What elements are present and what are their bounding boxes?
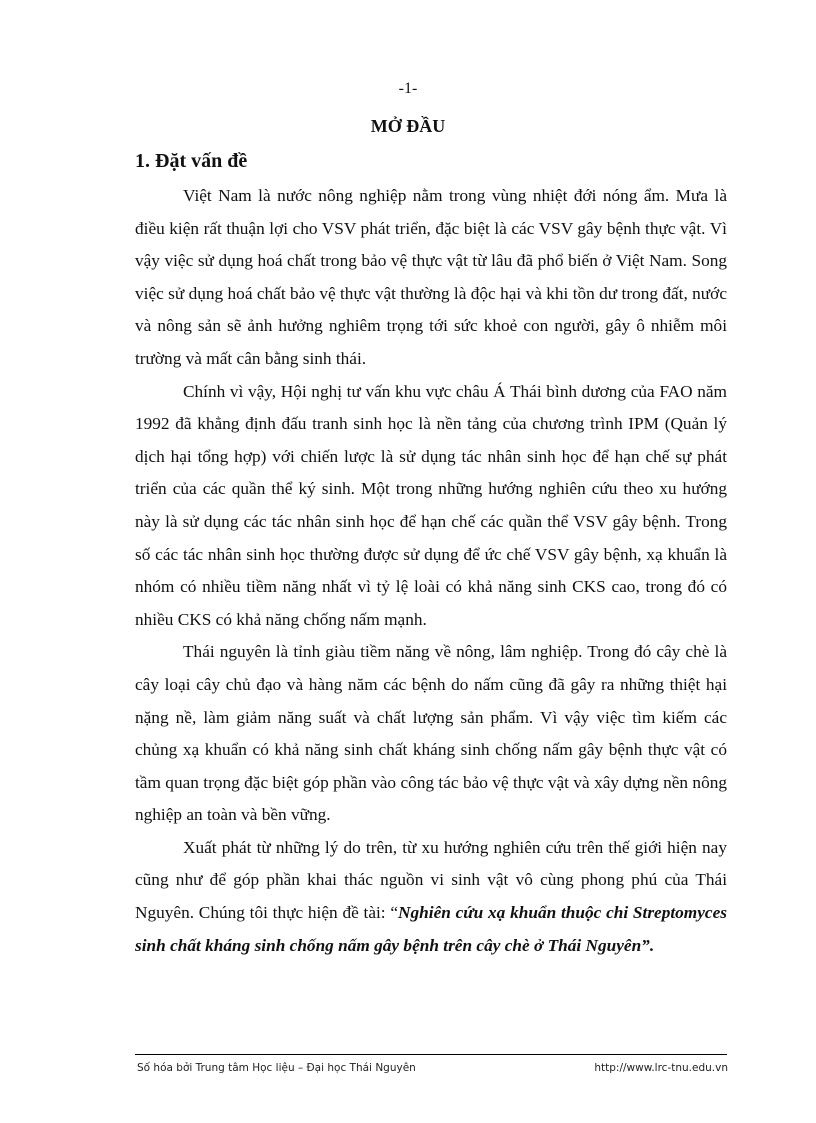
paragraph-2: Chính vì vậy, Hội nghị tư vấn khu vực châu Á Thái bình dương của FAO năm 1992 đã khẳng định đấu tranh sinh học là nền tảng của chương trình IPM (Quản lý dịch hại tổng hợp) với chiến lược là sử dụng tác nhân sinh học để hạn chế sự phát triển của các quần thể ký sinh. Một trong những hướng nghiên cứu theo xu hướng này là sử dụng các tác nhân sinh học để hạn chế các quần thể VSV gây bệnh. Trong số các tác nhân sinh học thường được sử dụng để ức chế VSV gây bệnh, xạ khuẩn là nhóm có nhiều tiềm năng nhất vì tỷ lệ loài có khả năng sinh CKS cao, trong đó có nhiều CKS có khả năng chống nấm mạnh.: [135, 381, 727, 629]
footer-divider: [135, 1054, 727, 1055]
paragraph-4-intro: Xuất phát từ những lý do trên, từ xu hướng nghiên cứu trên thế giới hiện nay cũng như để góp phần khai thác nguồn vi sinh vật vô cùng phong phú của Thái Nguyên. Chúng tôi thực hiện đề tài: “: [135, 837, 727, 923]
footer-source: Số hóa bởi Trung tâm Học liệu – Đại học Thái Nguyên: [137, 1062, 416, 1074]
thesis-title: Nghiên cứu xạ khuẩn thuộc chi Streptomyces sinh chất kháng sinh chống nấm gây bệnh trên cây chè ở Thái Nguyên”.: [135, 903, 727, 955]
section-heading: 1. Đặt vấn đề: [135, 150, 248, 172]
page-number: -1-: [398, 80, 418, 97]
document-body: [135, 180, 727, 962]
chapter-title: MỞ ĐẦU: [370, 116, 446, 136]
paragraph-4: [135, 832, 727, 962]
footer-url: http://www.lrc-tnu.edu.vn: [594, 1062, 728, 1074]
paragraph-1: Việt Nam là nước nông nghiệp nằm trong vùng nhiệt đới nóng ẩm. Mưa là điều kiện rất thuận lợi cho VSV phát triển, đặc biệt là các VSV gây bệnh thực vật. Vì vậy việc sử dụng hoá chất trong bảo vệ thực vật từ lâu đã phổ biến ở Việt Nam. Song việc sử dụng hoá chất bảo vệ thực vật thường là độc hại và khi tồn dư trong đất, nước và nông sản sẽ ảnh hưởng nghiêm trọng tới sức khoẻ con người, gây ô nhiễm môi trường và mất cân bằng sinh thái.: [135, 186, 727, 368]
paragraph-3: Thái nguyên là tỉnh giàu tiềm năng về nông, lâm nghiệp. Trong đó cây chè là cây loại cây chủ đạo và hàng năm các bệnh do nấm cũng đã gây ra những thiệt hại nặng nề, làm giảm năng suất và chất lượng sản phẩm. Vì vậy việc tìm kiếm các chủng xạ khuẩn có khả năng sinh chất kháng sinh chống nấm gây bệnh thực vật có tầm quan trọng đặc biệt góp phần vào công tác bảo vệ thực vật và xây dựng nền nông nghiệp an toàn và bền vững.: [135, 642, 727, 825]
